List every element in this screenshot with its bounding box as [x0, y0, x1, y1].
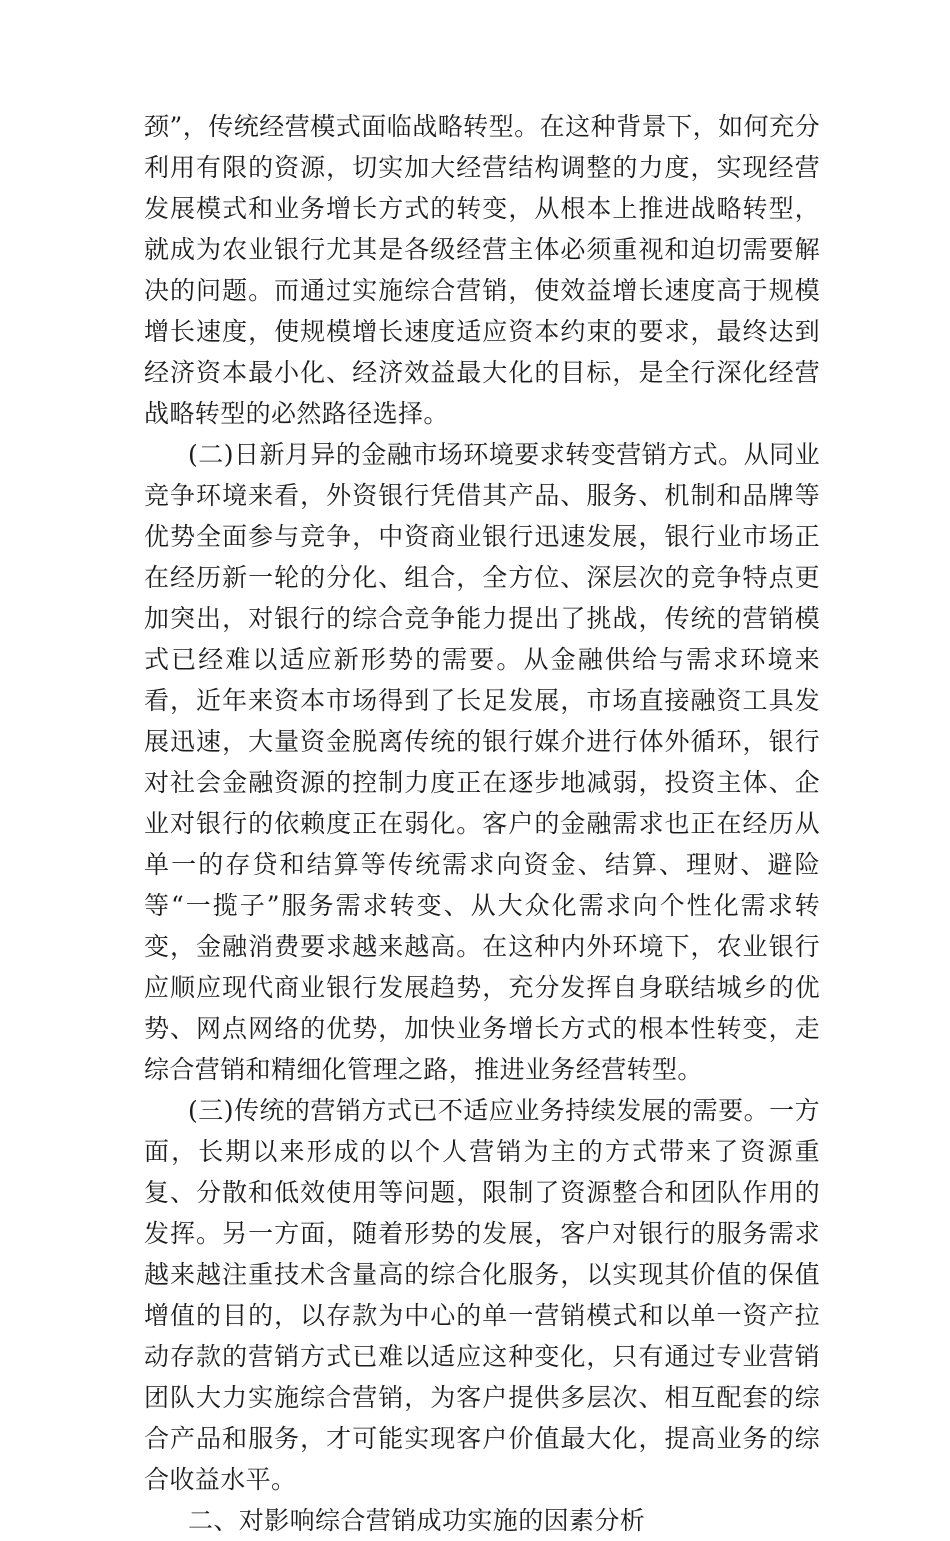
section-heading-two: 二、对影响综合营销成功实施的因素分析 — [188, 1506, 646, 1535]
document-body — [144, 106, 820, 1541]
paragraph-continuation: 颈”，传统经营模式面临战略转型。在这种背景下，如何充分利用有限的资源，切实加大经营结构调整的力度，实现经营发展模式和业务增长方式的转变，从根本上推进战略转型，就成为农业银行尤其是各级经营主体必须重视和迫切需要解决的问题。而通过实施综合营销，使效益增长速度高于规模增长速度，使规模增长速度适应资本约束的要求，最终达到经济资本最小化、经济效益最大化的目标，是全行深化经营战略转型的必然路径选择。 — [144, 112, 820, 428]
paragraph-section-three: (三)传统的营销方式已不适应业务持续发展的需要。一方面，长期以来形成的以个人营销为主的方式带来了资源重复、分散和低效使用等问题，限制了资源整合和团队作用的发挥。另一方面，随着形势的发展，客户对银行的服务需求越来越注重技术含量高的综合化服务，以实现其价值的保值增值的目的，以存款为中心的单一营销模式和以单一资产拉动存款的营销方式已难以适应这种变化，只有通过专业营销团队大力实施综合营销，为客户提供多层次、相互配套的综合产品和服务，才可能实现客户价值最大化，提高业务的综合收益水平。 — [144, 1096, 820, 1494]
paragraph-section-two: (二)日新月异的金融市场环境要求转变营销方式。从同业竞争环境来看，外资银行凭借其产品、服务、机制和品牌等优势全面参与竞争，中资商业银行迅速发展，银行业市场正在经历新一轮的分化、组合，全方位、深层次的竞争特点更加突出，对银行的综合竞争能力提出了挑战，传统的营销模式已经难以适应新形势的需要。从金融供给与需求环境来看，近年来资本市场得到了长足发展，市场直接融资工具发展迅速，大量资金脱离传统的银行媒介进行体外循环，银行对社会金融资源的控制力度正在逐步地减弱，投资主体、企业对银行的依赖度正在弱化。客户的金融需求也正在经历从单一的存贷和结算等传统需求向资金、结算、理财、避险等“一揽子”服务需求转变、从大众化需求向个性化需求转变，金融消费要求越来越高。在这种内外环境下，农业银行应顺应现代商业银行发展趋势，充分发挥自身联结城乡的优势、网点网络的优势，加快业务增长方式的根本性转变，走综合营销和精细化管理之路，推进业务经营转型。 — [144, 440, 820, 1084]
